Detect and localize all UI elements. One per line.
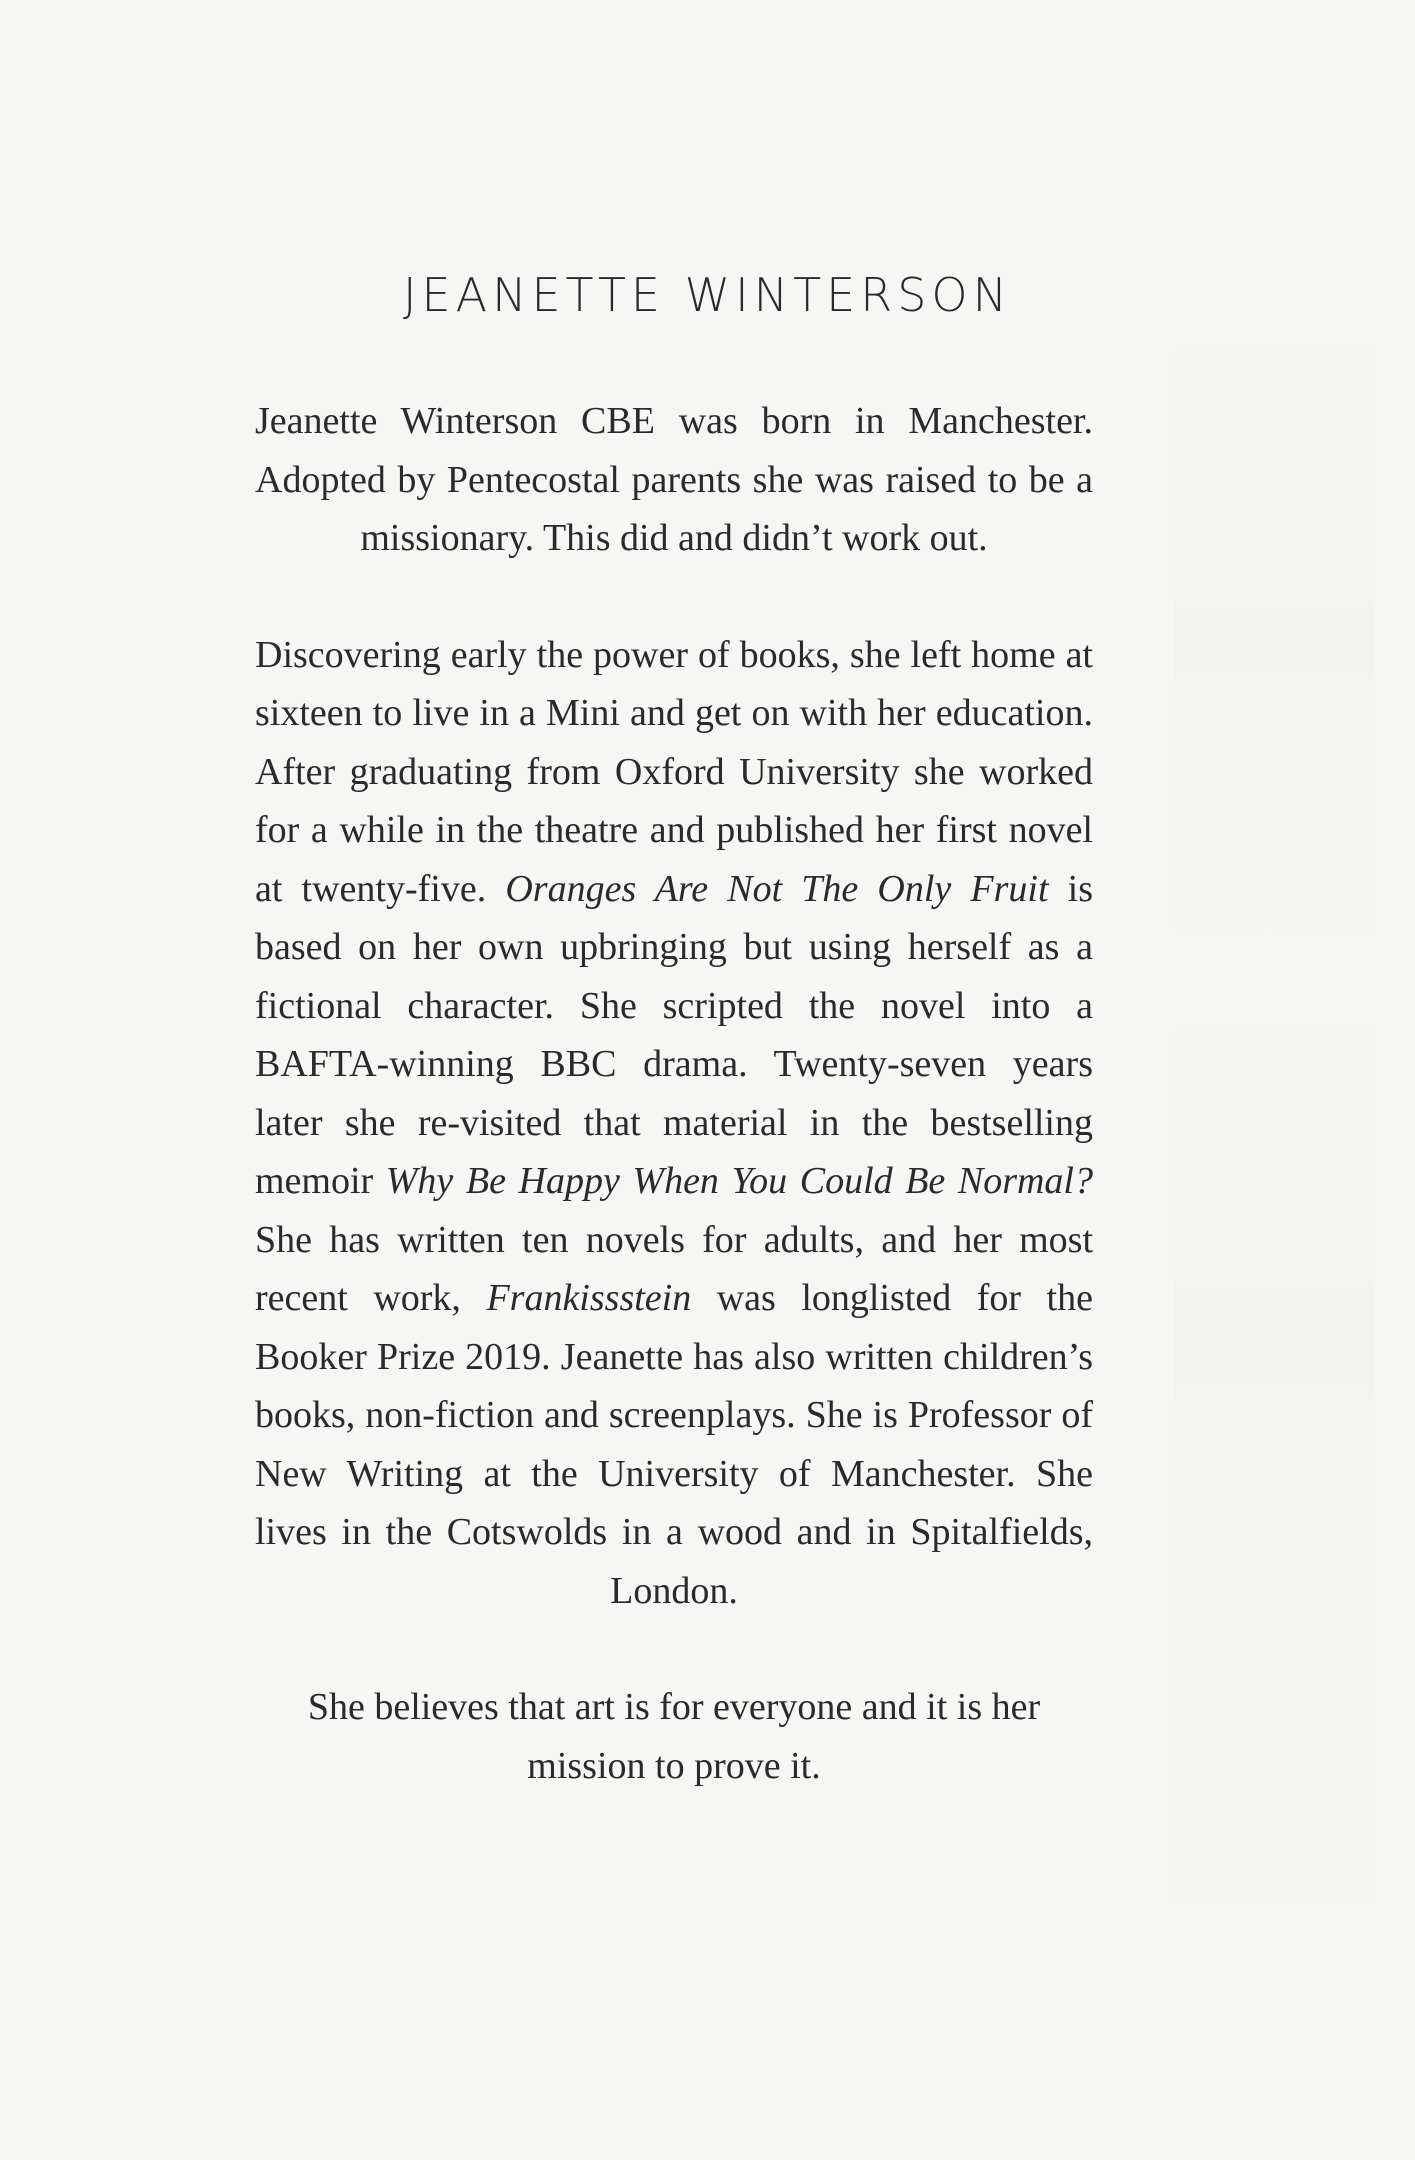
show-through-shadow	[1175, 300, 1375, 2000]
book-title-oranges: Oranges Are Not The Only Fruit	[505, 867, 1049, 910]
bio-paragraph-mission: She believes that art is for everyone and it is her mission to prove it.	[307, 1686, 1041, 1787]
book-title-frankissstein: Frankissstein	[486, 1277, 692, 1319]
bio-paragraph-career	[255, 626, 1093, 1621]
author-name-heading: JEANETTE WINTERSON	[402, 268, 1013, 322]
career-text-part-1: Discovering early the power of books, she left home at sixteen to live in a Mini and get on with her education. After graduating from Oxford University she worked for a while in the theatre and published her first novel at twenty-five.	[255, 633, 1093, 910]
bio-paragraph-birth: Jeanette Winterson CBE was born in Manchester. Adopted by Pentecostal parents she was raised to be a missionary. This did and didn’t work out.	[255, 400, 1093, 559]
author-biography	[255, 392, 1093, 1795]
book-title-why-be-happy: Why Be Happy When You Could Be Normal?	[385, 1160, 1093, 1202]
career-text-part-2: is based on her own upbringing but using herself as a fictional character. She scripted the novel into a BAFTA-winning BBC drama. Twenty-seven years later she re-visited that material in the bestselling memoir	[255, 867, 1093, 1202]
career-text-part-4: was longlisted for the Booker Prize 2019. Jeanette has also written children’s books, non-fiction and screenplays. She is Professor of New Writing at the University of Manchester. She lives in the Cotswolds in a wood and in Spitalfields, London.	[255, 1277, 1093, 1612]
career-text-part-3: She has written ten novels for adults, and her most recent work,	[255, 1218, 1093, 1319]
